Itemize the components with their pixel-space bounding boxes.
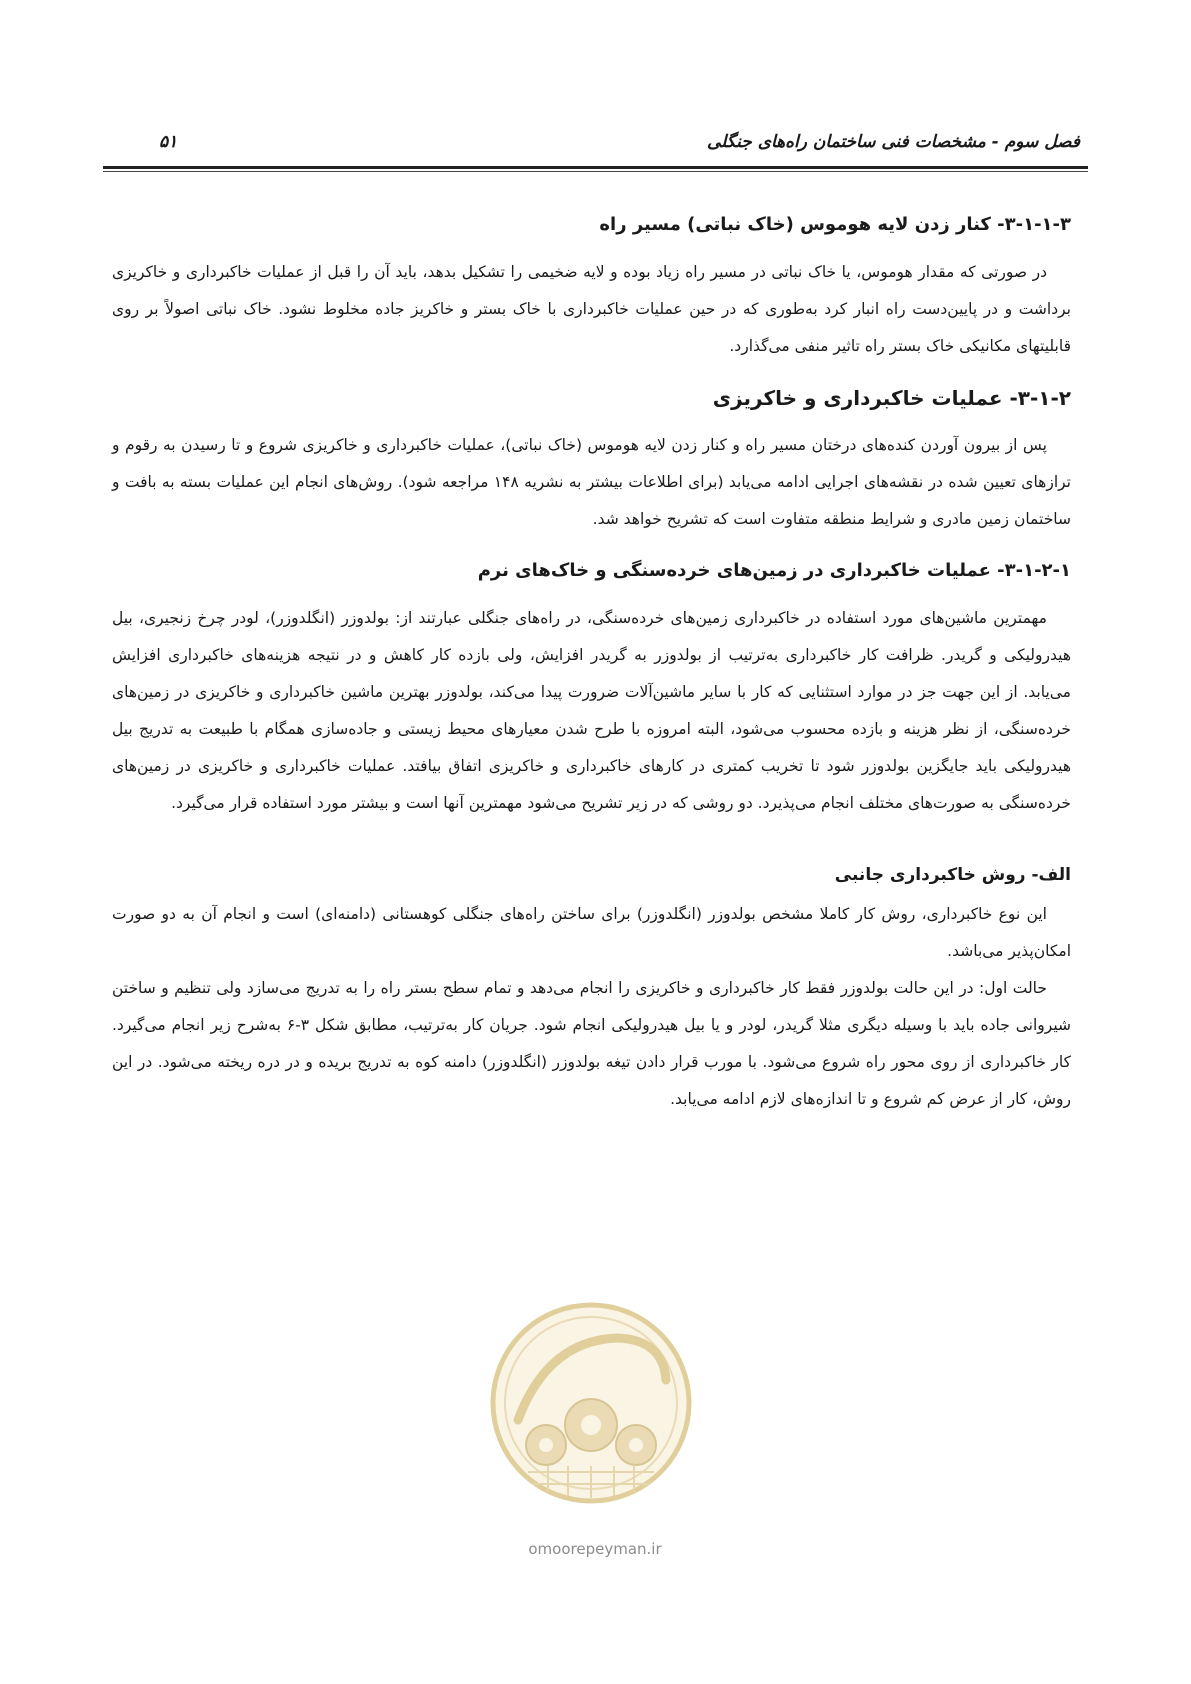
paragraph: در صورتی که مقدار هوموس، یا خاک نباتی در مسیر راه زیاد بوده و لایه ضخیمی را تشکیل بدهد، باید آن را قبل از عملیات خاکبرداری و خاکریزی برداشت و در پایین‌دست راه انبار کرد به‌طوری که در حین عملیات خاکبرداری با خاک بستر و خاکریز جاده مخلوط نشود. خاک نباتی اصولاً بر روی قابلیتهای مکانیکی خاک بستر راه تاثیر منفی می‌گذارد. — [112, 263, 1071, 355]
section-heading: ۳-۱-۱-۳- کنار زدن لایه هوموس (خاک نباتی) مسیر راه — [599, 214, 1071, 235]
section-humus — [112, 210, 1071, 365]
page-header — [103, 122, 1088, 166]
paragraph: مهمترین ماشین‌های مورد استفاده در خاکبرداری زمین‌های خرده‌سنگی، در راه‌های جنگلی عبارتند از: بولدوزر (انگلدوزر)، لودر چرخ زنجیری، بیل هیدرولیکی و گریدر. ظرافت کار خاکبرداری به‌ترتیب از بولدوزر به گریدر افزایش، ولی بازده کار کاهش و در نتیجه هزینه‌های خاکبرداری افزایش می‌یابد. از این جهت جز در موارد استثنایی که کار با سایر ماشین‌آلات ضرورت پیدا می‌کند، بولدوزر بهترین ماشین خاکبرداری و خاکریزی در زمین‌های خرده‌سنگی، از نظر هزینه و بازده محسوب می‌شود، البته امروزه با طرح شدن معیارهای محیط زیستی و جاده‌سازی همگام با طبیعت به تدریج بیل هیدرولیکی باید جایگزین بولدوزر شود تا تخریب کمتری در کارهای خاکبرداری و خاکریزی اتفاق بیافتد. عملیات خاکبرداری و خاکریزی در زمین‌های خرده‌سنگی به صورت‌های مختلف انجام می‌پذیرد. دو روشی که در زیر تشریح می‌شود مهمترین آنها است و بیشتر مورد استفاده قرار می‌گیرد. — [112, 609, 1071, 812]
body-content — [112, 210, 1071, 1136]
section-heading: ۳-۱-۲- عملیات خاکبرداری و خاکریزی — [712, 386, 1071, 410]
paragraph: این نوع خاکبرداری، روش کار کاملا مشخص بولدوزر (انگلدوزر) برای ساختن راه‌های جنگلی کوهستانی (دامنه‌ای) است و انجام آن به دو صورت امکان‌پذیر می‌باشد. — [112, 905, 1071, 960]
watermark-seal-icon — [488, 1300, 694, 1506]
page-number: ۵۱ — [159, 132, 178, 152]
header-rule-thick — [103, 166, 1088, 169]
spacer — [112, 840, 1071, 860]
section-soft-soil — [112, 556, 1071, 822]
section-earthworks — [112, 383, 1071, 538]
section-side-cut — [112, 860, 1071, 1118]
header-rule-thin — [103, 171, 1088, 172]
paragraph: پس از بیرون آوردن کنده‌های درختان مسیر راه و کنار زدن لایه هوموس (خاک نباتی)، عملیات خاکبرداری و خاکریزی شروع و تا رسیدن به رقوم و ترازهای تعیین شده در نقشه‌های اجرایی ادامه می‌یابد (برای اطلاعات بیشتر به نشریه ۱۴۸ مراجعه شود). روش‌های انجام این عملیات بسته به بافت و ساختمان زمین مادری و شرایط منطقه متفاوت است که تشریح خواهد شد. — [112, 436, 1071, 528]
subsection-heading: الف- روش خاکبرداری جانبی — [834, 865, 1071, 885]
chapter-title: فصل سوم - مشخصات فنی ساختمان راه‌های جنگلی — [706, 132, 1080, 152]
watermark-site: omoorepeyman.ir — [528, 1540, 662, 1558]
paragraph: حالت اول: در این حالت بولدوزر فقط کار خاکبرداری و خاکریزی را انجام می‌دهد و تمام سطح بستر راه را به تدریج می‌سازد ولی تنظیم و ساختن شیروانی جاده باید با وسیله دیگری مثلا گریدر، لودر و یا بیل هیدرولیکی انجام شود. جریان کار به‌ترتیب، مطابق شکل ۳-۶ به‌شرح زیر انجام می‌گیرد. کار خاکبرداری از روی محور راه شروع می‌شود. با مورب قرار دادن تیغه بولدوزر (انگلدوزر) دامنه کوه به تدریج بریده و در دره ریخته می‌شود. در این روش، کار از عرض کم شروع و تا اندازه‌های لازم ادامه می‌یابد. — [112, 979, 1071, 1108]
section-heading: ۳-۱-۲-۱- عملیات خاکبرداری در زمین‌های خرده‌سنگی و خاک‌های نرم — [477, 560, 1071, 581]
